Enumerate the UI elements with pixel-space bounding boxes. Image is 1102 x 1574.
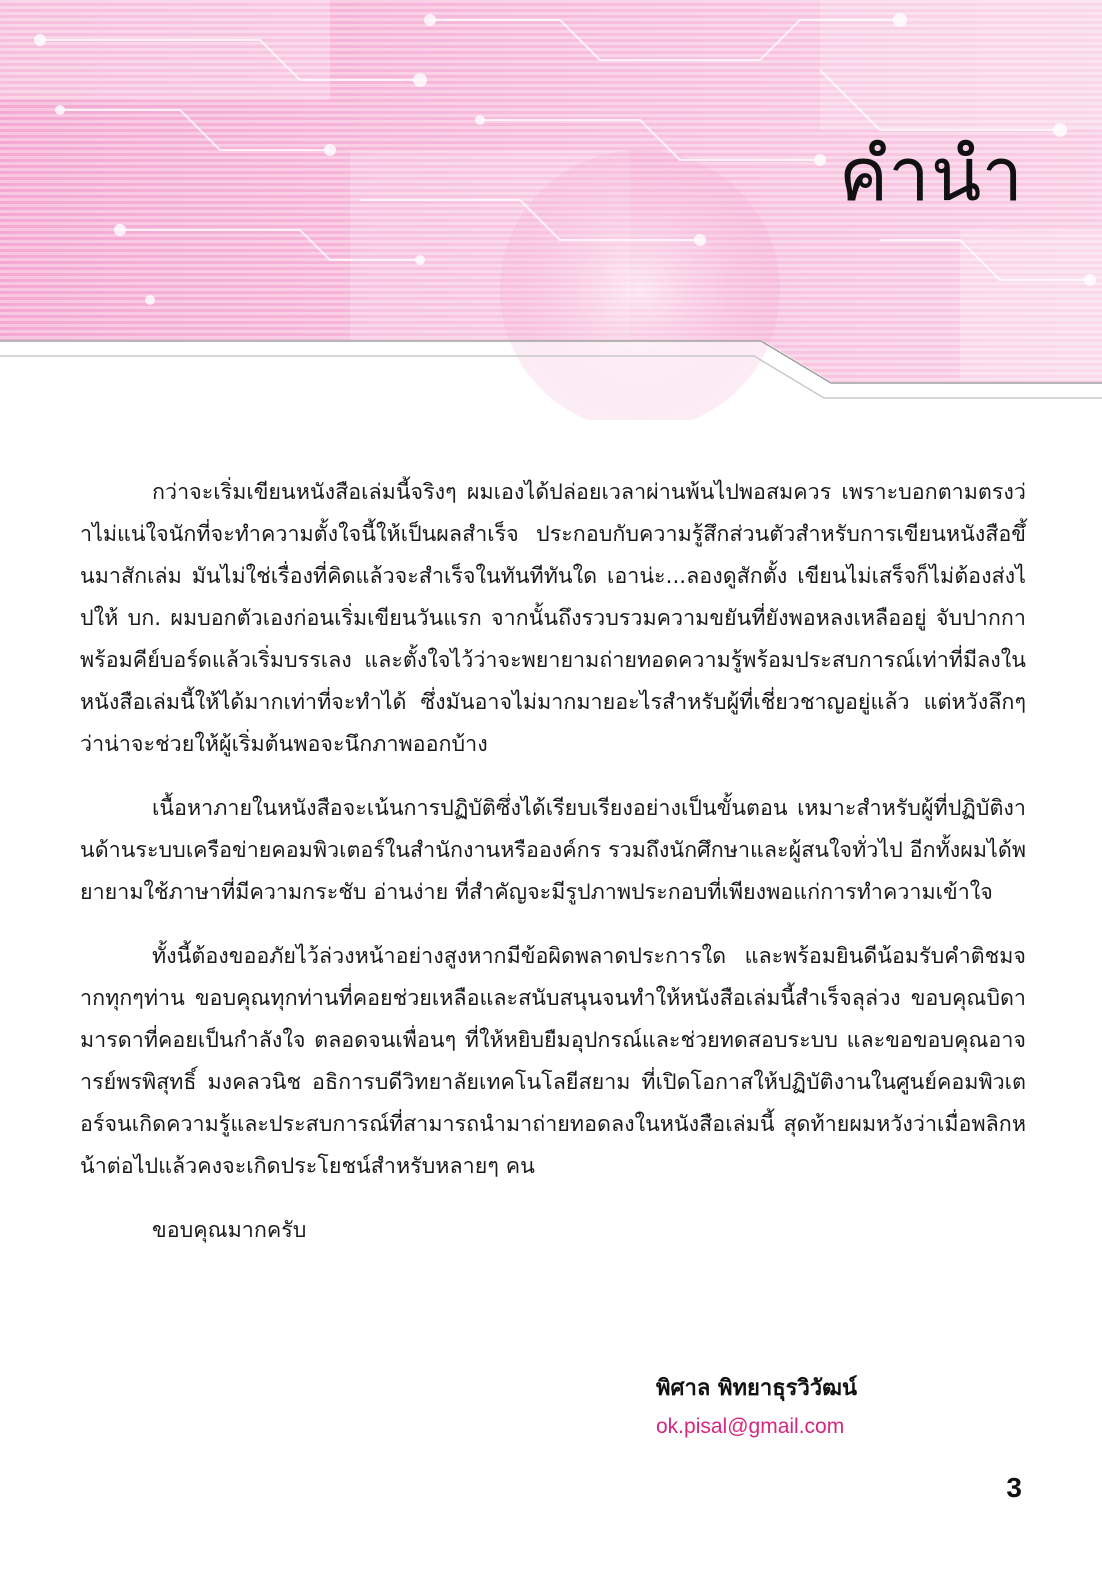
paragraph-2: เนื้อหาภายในหนังสือจะเน้นการปฏิบัติซึ่งได้เรียบเรียงอย่างเป็นขั้นตอน เหมาะสำหรับผู้ที่ปฏิบัติงานด้านระบบเครือข่ายคอมพิวเตอร์ในสำนักงานหรือองค์กร รวมถึงนักศึกษาและผู้สนใจทั่วไป อีกทั้งผมได้พยายามใช้ภาษาที่มีความกระชับ อ่านง่าย ที่สำคัญจะมีรูปภาพประกอบที่เพียงพอแก่การทำความเข้าใจ	[80, 796, 1026, 905]
paragraph-1: กว่าจะเริ่มเขียนหนังสือเล่มนี้จริงๆ ผมเองได้ปล่อยเวลาผ่านพ้นไปพอสมควร เพราะบอกตามตรงว่าไม่แน่ใจนักที่จะทำความตั้งใจนี้ให้เป็นผลสำเร็จ ประกอบกับความรู้สึกส่วนตัวสำหรับการเขียนหนังสือขึ้นมาสักเล่ม มันไม่ใช่เรื่องที่คิดแล้วจะสำเร็จในทันทีทันใด เอาน่ะ...ลองดูสักตั้ง เขียนไม่เสร็จก็ไม่ต้องส่งไปให้ บก. ผมบอกตัวเองก่อนเริ่มเขียนวันแรก จากนั้นถึงรวบรวมความขยันที่ยังพอหลงเหลืออยู่ จับปากกาพร้อมคีย์บอร์ดแล้วเริ่มบรรเลง และตั้งใจไว้ว่าจะพยายามถ่ายทอดความรู้พร้อมประสบการณ์เท่าที่มีลงในหนังสือเล่มนี้ให้ได้มากเท่าที่จะทำได้ ซึ่งมันอาจไม่มากมายอะไรสำหรับผู้ที่เชี่ยวชาญอยู่แล้ว แต่หวังลึกๆ ว่าน่าจะช่วยให้ผู้เริ่มต้นพอจะนึกภาพออกบ้าง	[80, 480, 1026, 757]
paragraph-3: ทั้งนี้ต้องขออภัยไว้ล่วงหน้าอย่างสูงหากมีข้อผิดพลาดประการใด และพร้อมยินดีน้อมรับคำติชมจากทุกๆท่าน ขอบคุณทุกท่านที่คอยช่วยเหลือและสนับสนุนจนทำให้หนังสือเล่มนี้สำเร็จลุล่วง ขอบคุณบิดามารดาที่คอยเป็นกำลังใจ ตลอดจนเพื่อนๆ ที่ให้หยิบยืมอุปกรณ์และช่วยทดสอบระบบ และขอขอบคุณอาจารย์พรพิสุทธิ์ มงคลวนิช อธิการบดีวิทยาลัยเทคโนโลยีสยาม ที่เปิดโอกาสให้ปฏิบัติงานในศูนย์คอมพิวเตอร์จนเกิดความรู้และประสบการณ์ที่สามารถนำมาถ่ายทอดลงในหนังสือเล่มนี้ สุดท้ายผมหวังว่าเมื่อพลิกหน้าต่อไปแล้วคงจะเกิดประโยชน์สำหรับหลายๆ คน	[80, 944, 1026, 1179]
author-name: พิศาล พิทยาธุรวิวัฒน์	[656, 1376, 858, 1401]
closing-line: ขอบคุณมากครับ	[152, 1218, 307, 1243]
preface-body	[80, 472, 1026, 1252]
page-number: 3	[1006, 1472, 1022, 1503]
author-email[interactable]: ok.pisal@gmail.com	[656, 1415, 845, 1438]
page-title: คำนำ	[838, 132, 1024, 218]
